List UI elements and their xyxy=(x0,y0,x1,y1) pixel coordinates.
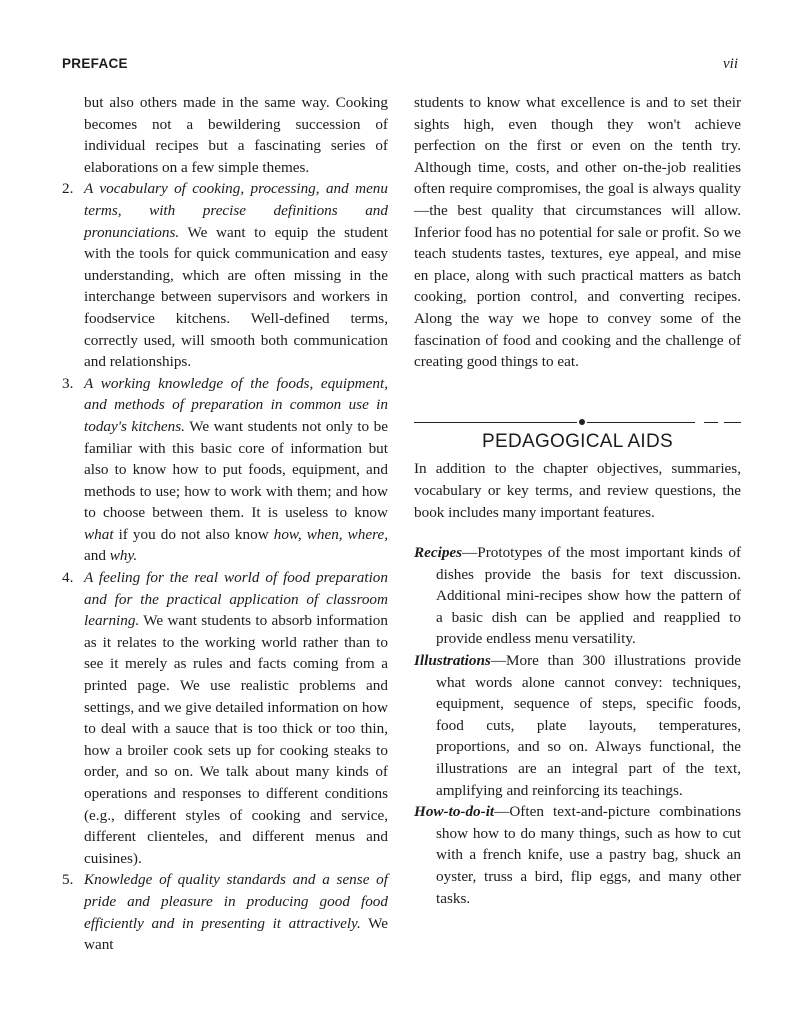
item-body: We want students not only to be familiar with this basic core of information but also to know how to put foods, equipment, and methods to use; how to work with them; and how to choose between them. It is useless to know xyxy=(84,417,388,522)
list-item xyxy=(62,373,388,567)
item-title: A vocabulary of cooking, processing, and menu terms, with precise definitions and pronunciations. xyxy=(84,180,388,241)
item-number: 4. xyxy=(62,569,74,587)
item-emphasis: what xyxy=(84,525,114,543)
item-body: and xyxy=(84,547,110,565)
item-emphasis: why. xyxy=(109,547,138,565)
list-item xyxy=(62,869,388,955)
feature-term: Illustrations xyxy=(414,652,491,670)
item-emphasis: how, when, where, xyxy=(273,525,388,543)
item-title: A feeling for the real world of food preparation and for the practical application of classroom learning. xyxy=(84,569,388,630)
left-column xyxy=(62,92,388,956)
divider-dot xyxy=(579,419,585,425)
goals-list xyxy=(62,178,388,955)
section-divider xyxy=(414,417,741,429)
feature-term: How-to-do-it xyxy=(414,803,495,821)
continuation-paragraph: students to know what excellence is and to set their sights high, even though they won't achieve perfection on the first or even on the tenth try. Although time, costs, and other on-the-job realities often require compromises, the goal is always quality—the best quality that circumstances will allow. Inferior food has no potential for sale or profit. So we teach students tastes, textures, eye appeal, and mise en place, along with such practical matters as batch cooking, portion control, and converting recipes. Along the way we hope to convey some of the fascination of food and cooking and the challenge of creating good things to eat. xyxy=(414,94,741,371)
list-item xyxy=(62,178,388,372)
item-number: 3. xyxy=(62,374,74,392)
item-title: A working knowledge of the foods, equipment, and methods of preparation in common use in today's kitchens. xyxy=(84,374,388,435)
item-body: We want xyxy=(84,914,388,954)
item-body: We want to equip the student with the tools for quick communication and easy understanding, which are often missing in the interchange between supervisors and workers in foodservice kitchens. Well-defined terms, correctly used, will smooth both communication and relationships. xyxy=(84,223,388,371)
running-head: PREFACE xyxy=(62,56,128,71)
feature-text: —More than 300 illustrations provide what words alone cannot convey: techniques, equipment, sequence of steps, specific foods, food cuts, plate layouts, temperatures, proportions, and so on. Always functional, the illustrations are an integral part of the text, amplifying and reinforcing its teachings. xyxy=(436,652,741,799)
feature-how-to-do-it xyxy=(414,801,741,909)
feature-recipes xyxy=(414,542,741,650)
item-title: Knowledge of quality standards and a sense of pride and pleasure in producing good food efficiently and in presenting it attractively. xyxy=(84,871,388,932)
item-number: 2. xyxy=(62,180,74,198)
continuation-paragraph: but also others made in the same way. Cooking becomes not a bewildering succession of individual recipes but a fascinating series of elaborations on a few simple themes. xyxy=(84,94,388,176)
feature-term: Recipes xyxy=(414,544,463,562)
page-header xyxy=(62,56,738,76)
section-title: PEDAGOGICAL AIDS xyxy=(482,430,673,452)
item-number: 5. xyxy=(62,871,74,889)
feature-illustrations xyxy=(414,650,741,801)
feature-text: —Prototypes of the most important kinds of dishes provide the basis for text discussion. Additional mini-recipes show how the pattern of a basic dish can be applied and reapplied to provide endless menu versatility. xyxy=(436,544,741,648)
feature-text: —Often text-and-picture combinations show how to do many things, such as how to cut with a french knife, use a pastry bag, shuck an oyster, truss a bird, flip eggs, and many other tasks. xyxy=(436,803,741,907)
right-column xyxy=(414,92,741,909)
page-number: vii xyxy=(723,56,738,72)
list-item xyxy=(62,567,388,869)
item-body: if you do not also know xyxy=(113,525,274,543)
section-intro: In addition to the chapter objectives, summaries, vocabulary or key terms, and review questions, the book includes many important features. xyxy=(414,460,741,521)
item-body: We want students to absorb information as it relates to the working world rather than to see it merely as rules and facts coming from a printed page. We use realistic problems and settings, and we give detailed information on how to deal with a sauce that is too thick or too thin, how a broiler cook sets up for cooking steaks to order, and so on. We talk about many kinds of operations and responses to different conditions (e.g., different styles of cooking and service, different clienteles, and different menus and cuisines). xyxy=(84,612,388,867)
